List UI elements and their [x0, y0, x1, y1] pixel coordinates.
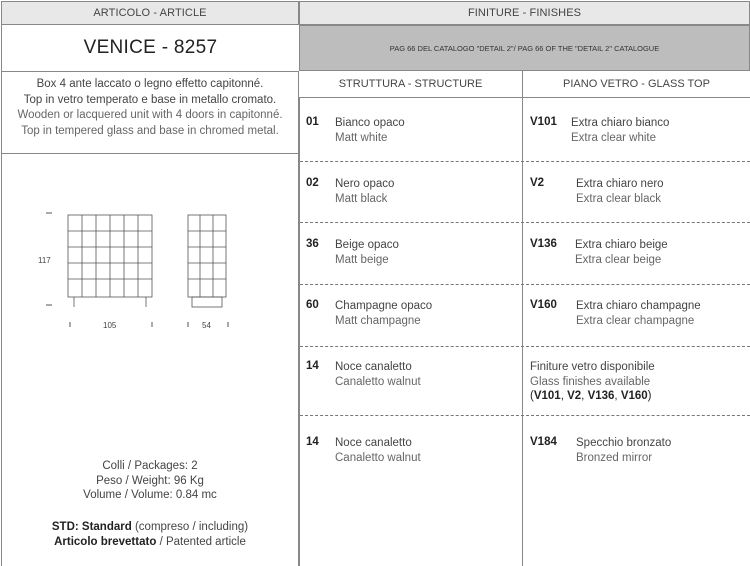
- depth-label: 54: [202, 321, 211, 330]
- description-line: Top in vetro temperato e base in metallo cromato.: [23, 93, 277, 106]
- glass-finish-row: V136 Extra chiaro beige Extra clear beige: [530, 238, 668, 266]
- catalog-reference: PAG 66 DEL CATALOGO "DETAIL 2"/ PAG 66 OF THE "DETAIL 2" CATALOGUE: [299, 25, 750, 71]
- row-separator: [300, 346, 750, 347]
- width-label: 105: [103, 321, 117, 330]
- product-description: [2, 77, 298, 154]
- glass-available-note: Finiture vetro disponibile Glass finishes available (V101, V2, V136, V160): [530, 361, 655, 402]
- description-line: Box 4 ante laccato o legno effetto capitonné.: [36, 78, 264, 90]
- structure-finish-row: 14 Noce canaletto Canaletto walnut: [306, 436, 421, 464]
- row-separator: [300, 161, 750, 162]
- structure-finish-row: 01 Bianco opaco Matt white: [306, 116, 405, 144]
- volume-line: Volume / Volume: 0.84 mc: [83, 489, 217, 501]
- patent-line: Articolo brevettato / Patented article: [54, 535, 246, 548]
- glass-finish-row: V101 Extra chiaro bianco Extra clear white: [530, 116, 670, 144]
- weight-line: Peso / Weight: 96 Kg: [96, 474, 204, 487]
- packages-line: Colli / Packages: 2: [102, 460, 198, 472]
- glass-finish-row: V160 Extra chiaro champagne Extra clear champagne: [530, 299, 701, 327]
- column-divider: [522, 98, 523, 566]
- row-separator: [300, 222, 750, 223]
- description-line: Top in tempered glass and base in chromed metal.: [21, 124, 279, 137]
- row-separator: [300, 284, 750, 285]
- structure-finish-row: 02 Nero opaco Matt black: [306, 177, 395, 205]
- article-header: ARTICOLO - ARTICLE: [1, 1, 299, 25]
- row-separator: [300, 415, 750, 416]
- structure-finish-row: 60 Champagne opaco Matt champagne: [306, 299, 433, 327]
- side-view: [188, 215, 226, 307]
- finishes-header: FINITURE - FINISHES: [299, 1, 750, 25]
- technical-drawing: [30, 205, 260, 335]
- glass-finish-row: V2 Extra chiaro nero Extra clear black: [530, 177, 664, 205]
- product-name: VENICE - 8257: [1, 25, 299, 71]
- structure-finish-row: 14 Noce canaletto Canaletto walnut: [306, 360, 421, 388]
- std-line: STD: Standard (compreso / including): [51, 521, 249, 533]
- right-border: [299, 98, 300, 566]
- structure-finish-row: 36 Beige opaco Matt beige: [306, 238, 399, 266]
- description-line: Wooden or lacquered unit with 4 doors in capitonné.: [17, 109, 283, 121]
- structure-header: STRUTTURA - STRUCTURE: [299, 71, 523, 98]
- packaging-info: [2, 459, 298, 503]
- glass-top-header: PIANO VETRO - GLASS TOP: [523, 71, 750, 98]
- front-view: [68, 215, 152, 307]
- mirror-finish-row: V184 Specchio bronzato Bronzed mirror: [530, 436, 672, 464]
- notes: [2, 520, 298, 549]
- height-label: 117: [38, 256, 51, 265]
